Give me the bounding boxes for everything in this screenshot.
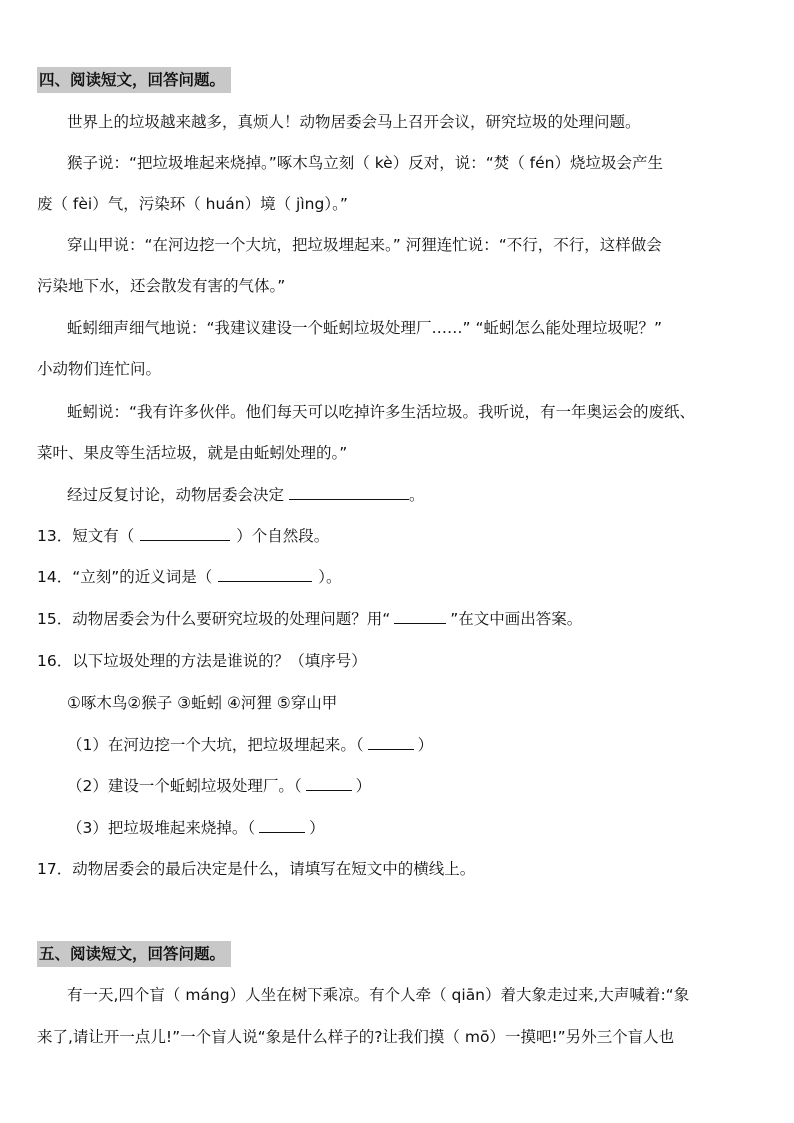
section-5-title: 五、阅读短文，回答问题。 — [37, 941, 231, 967]
q16-3-answer-blank[interactable] — [259, 816, 305, 833]
q14-answer-blank[interactable] — [218, 565, 312, 582]
q16-item-2 — [67, 774, 371, 798]
passage-line-3: 废（ fèi）气，污染环（ huán）境（ jìng）。” — [37, 195, 348, 213]
decision-blank[interactable] — [289, 483, 409, 500]
q13-suffix: ）个自然段。 — [236, 527, 330, 545]
question-17: 17．动物居委会的最后决定是什么，请填写在短文中的横线上。 — [37, 860, 476, 878]
q15-answer-blank[interactable] — [394, 607, 446, 624]
q13-text: 13．短文有（ — [37, 527, 135, 545]
q16-1-close: ） — [417, 736, 434, 754]
decision-line — [67, 483, 424, 507]
passage-line-6: 蚯蚓细声细气地说：“我建议建设一个蚯蚓垃圾处理厂……” “蚯蚓怎么能处理垃圾呢？” — [67, 319, 663, 337]
section-4-title: 四、阅读短文，回答问题。 — [37, 67, 231, 93]
passage-line-5: 污染地下水，还会散发有害的气体。” — [37, 277, 286, 295]
q16-1-answer-blank[interactable] — [368, 733, 414, 750]
passage-line-4: 穿山甲说：“在河边挖一个大坑，把垃圾埋起来。” 河狸连忙说：“不行，不行，这样做会 — [67, 236, 662, 254]
passage5-line-2: 来了,请让开一点儿!”一个盲人说“象是什么样子的?让我们摸（ mō）一摸吧!”另外三个盲人也 — [37, 1028, 675, 1046]
decision-suffix: 。 — [408, 486, 425, 504]
question-14 — [37, 565, 342, 589]
question-16: 16．以下垃圾处理的方法是谁说的？（填序号） — [37, 652, 367, 670]
question-15 — [37, 607, 582, 631]
passage-line-7: 小动物们连忙问。 — [37, 360, 162, 378]
passage-line-2: 猴子说：“把垃圾堆起来烧掉。”啄木鸟立刻（ kè）反对，说：“焚（ fén）烧垃圾会产生 — [67, 154, 663, 172]
decision-prefix: 经过反复讨论，动物居委会决定 — [67, 486, 285, 504]
passage-line-9: 菜叶、果皮等生活垃圾，就是由蚯蚓处理的。” — [37, 444, 348, 462]
q14-suffix: ）。 — [318, 568, 342, 586]
q13-answer-blank[interactable] — [140, 524, 230, 541]
q16-3-close: ） — [309, 819, 325, 837]
q16-item-1 — [67, 733, 433, 757]
q16-1-text: （1）在河边挖一个大坑，把垃圾埋起来。（ — [67, 736, 364, 754]
passage-line-1: 世界上的垃圾越来越多，真烦人！动物居委会马上召开会议，研究垃圾的处理问题。 — [67, 113, 641, 131]
passage5-line-1: 有一天,四个盲（ máng）人坐在树下乘凉。有个人牵（ qiān）着大象走过来,大声喊着:“象 — [67, 986, 690, 1004]
q16-2-text: （2）建设一个蚯蚓垃圾处理厂。（ — [67, 777, 302, 795]
q16-options: ①啄木鸟②猴子 ③蚯蚓 ④河狸 ⑤穿山甲 — [67, 694, 338, 712]
q16-2-close: ） — [355, 777, 372, 795]
q15-text: 15．动物居委会为什么要研究垃圾的处理问题？用“ — [37, 610, 391, 628]
question-13 — [37, 524, 329, 548]
passage-line-8: 蚯蚓说：“我有许多伙伴。他们每天可以吃掉许多生活垃圾。我听说，有一年奥运会的废纸、 — [67, 403, 696, 421]
q15-suffix: ”在文中画出答案。 — [450, 610, 583, 628]
q16-3-text: （3）把垃圾堆起来烧掉。（ — [67, 819, 256, 837]
q16-item-3 — [67, 816, 325, 840]
q14-text: 14．“立刻”的近义词是（ — [37, 568, 213, 586]
q16-2-answer-blank[interactable] — [306, 774, 352, 791]
